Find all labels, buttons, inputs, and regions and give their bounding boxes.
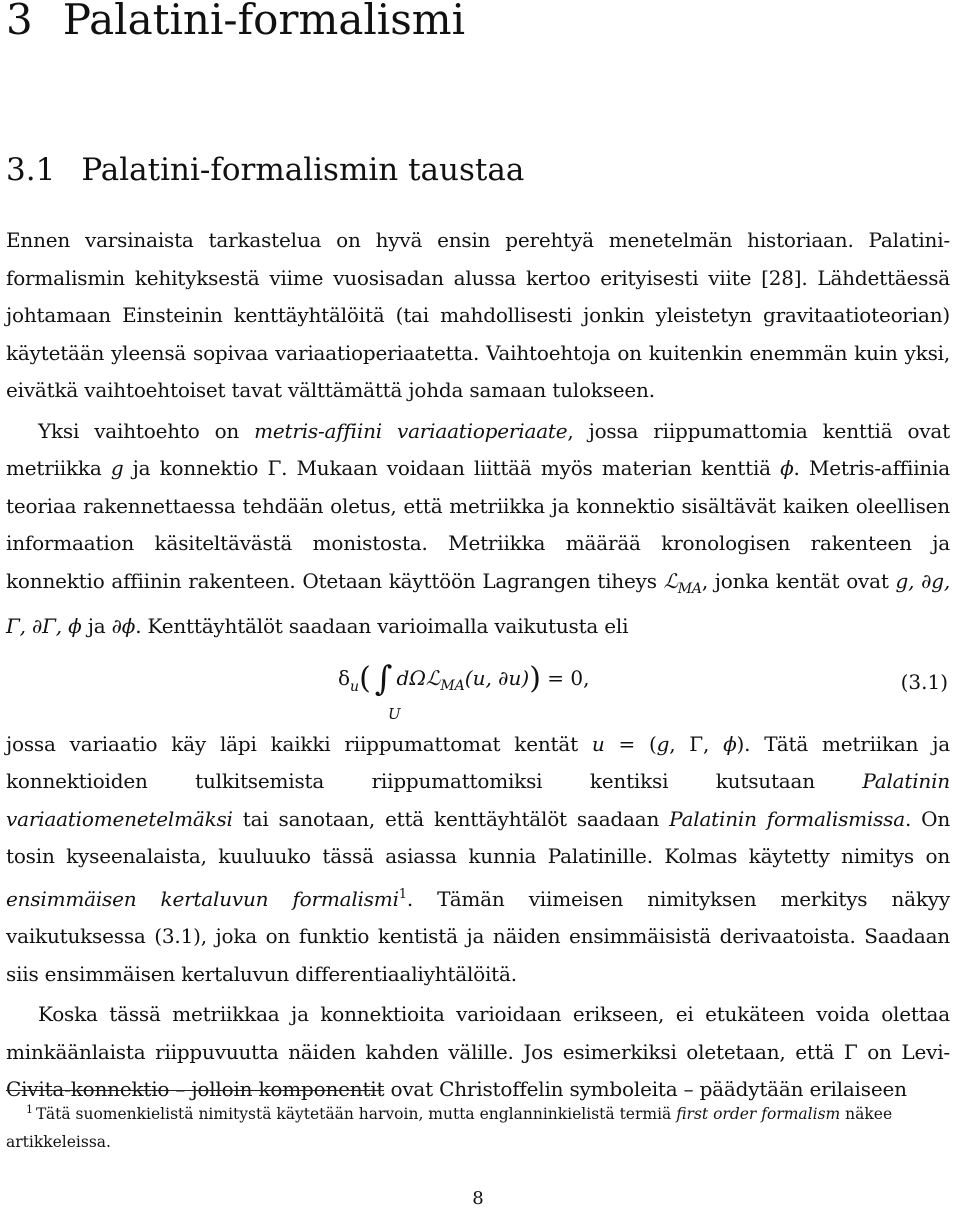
p3-eq-sign: = (	[604, 731, 657, 756]
footnote-text-1: Tätä suomenkielistä nimitystä käytetään harvoin, mutta englanninkielistä termiä	[36, 1105, 677, 1123]
p2-text-3: ja konnektio	[123, 456, 268, 480]
section-heading	[6, 150, 524, 190]
p3-text-4: . On tosin kyseenalaista, kuuluuko tässä asiassa kunnia Palatinille. Kolmas käytetty nimitys on	[6, 806, 951, 868]
paragraph-1-text: Ennen varsinaista tarkastelua on hyvä ensin perehtyä menetelmän historiaan. Palatini-formalismin kehityksestä viime vuosisadan alussa kertoo erityisesti viite [28]. Lähdettäessä johtamaan Einsteinin kenttäyhtälöitä (tai mahdollisesti jonkin yleistetyn gravitaatioteorian) käytetään yleensä sopivaa variaatioperiaatetta. Vaihtoehtoja on kuitenkin enemmän kuin yksi, eivätkä vaihtoehtoiset tavat välttämättä johda samaan tulokseen.	[6, 228, 950, 402]
p2-text-4: . Mukaan voidaan liittää myös materian kenttiä	[281, 456, 781, 480]
footnote-text-2: näkee artikkeleissa.	[6, 1105, 893, 1151]
math-g: g	[110, 456, 124, 480]
paragraph-2	[6, 413, 950, 646]
paragraph-3	[6, 726, 950, 994]
p3-emphasis-method: Palatinin variaatiomenetelmäksi	[6, 769, 950, 831]
math-lagrangian-subscript: MA	[677, 580, 702, 597]
eq-integrand-subscript: MA	[440, 677, 465, 694]
p3-gamma: , Γ,	[669, 731, 724, 756]
p2-text-2: , jossa riippumattomia kenttiä ovat metriikka	[6, 418, 950, 480]
math-dphi: ∂ϕ	[111, 614, 136, 638]
p3-emphasis-first-order: ensimmäisen kertaluvun formalismi	[6, 886, 399, 911]
paragraph-1	[6, 222, 950, 410]
p3-close: ).	[736, 731, 751, 756]
p2-text-7: ja	[81, 614, 112, 638]
equation-3-1	[6, 652, 950, 722]
p4-text-1: Koska tässä metriikkaa ja konnektioita varioidaan erikseen, ei etukäteen voida olettaa minkäänlaista riippuvuutta näiden kahden välille. Jos esimerkiksi oletetaan, että	[6, 1002, 950, 1064]
footnote-reference[interactable]: 1	[398, 886, 407, 902]
p3-emphasis-formalism: Palatinin formalismissa	[669, 806, 905, 831]
math-lagrangian: ℒ	[663, 568, 678, 593]
eq-arguments: (u, ∂u)	[464, 665, 530, 690]
p2-text-8: . Kenttäyhtälöt saadaan varioimalla vaikutusta eli	[135, 614, 629, 638]
eq-integrand: dΩℒ	[396, 665, 441, 690]
page-number: 8	[472, 1188, 484, 1209]
math-fields: g, ∂g, Γ, ∂Γ, ϕ	[6, 568, 950, 638]
footnote-emphasis: first order formalism	[676, 1105, 841, 1123]
eq-integral-sign: ∫	[374, 658, 393, 699]
footnote-divider	[6, 1090, 384, 1091]
p2-text-6: , jonka kentät ovat	[701, 568, 896, 593]
p3-text-2: Tätä metriikan ja konnektioiden tulkitsemista riippumattomiksi kentiksi kutsutaan	[6, 731, 950, 793]
equation-formula	[338, 660, 589, 707]
chapter-title: Palatini-formalismi	[62, 0, 466, 44]
p2-emphasis-principle: metris-affiini variaatioperiaate	[254, 418, 568, 443]
equation-number: (3.1)	[900, 669, 948, 694]
eq-delta-subscript: u	[350, 678, 360, 695]
p4-text-2: on Levi-Civita-konnektio – jolloin komponentit ovat Christoffelin symboleita – päädytään erilaiseen	[6, 1039, 950, 1101]
math-gamma: Γ	[267, 456, 282, 480]
section-number: 3.1	[6, 152, 56, 188]
p3-text-1: jossa variaatio käy läpi kaikki riippumattomat kentät	[6, 731, 592, 756]
math-u: u	[591, 731, 605, 756]
paragraph-4	[6, 996, 950, 1109]
body-text	[6, 222, 950, 1109]
eq-integral-domain: U	[388, 704, 401, 723]
footnote-text	[6, 1096, 950, 1156]
section-title: Palatini-formalismin taustaa	[81, 152, 525, 188]
page	[6, 0, 950, 1214]
p3-text-5: . Tämän viimeisen nimityksen merkitys näkyy vaikutuksessa (3.1), joka on funktio kentistä ja näiden ensimmäisistä derivaatoista. Saadaan siis ensimmäisen kertaluvun differentiaaliyhtälöitä.	[6, 886, 951, 986]
math-g-2: g	[656, 731, 670, 756]
p3-text-3: tai sanotaan, että kenttäyhtälöt saadaan	[232, 806, 670, 831]
math-gamma-2: Γ	[843, 1039, 858, 1064]
math-phi: ϕ	[780, 456, 794, 480]
eq-close-paren: )	[529, 660, 541, 696]
math-phi-2: ϕ	[723, 731, 737, 756]
chapter-heading	[6, 0, 465, 46]
eq-rhs: = 0,	[540, 665, 590, 690]
eq-open-paren: (	[359, 660, 371, 696]
chapter-number: 3	[6, 0, 33, 44]
eq-delta: δ	[338, 665, 351, 690]
p2-text-5: . Metris-affiinia teoriaa rakennettaessa tehdään oletus, että metriikka ja konnektio sisältävät kaiken oleellisen informaation käsiteltävästä monistosta. Metriikka määrää kronologisen rakenteen ja konnektio affiinin rakenteen. Otetaan käyttöön Lagrangen tiheys	[6, 456, 951, 593]
footnote-mark: 1	[26, 1103, 33, 1116]
footnote	[6, 1096, 950, 1156]
p2-text-1: Yksi vaihtoehto on	[38, 418, 255, 443]
